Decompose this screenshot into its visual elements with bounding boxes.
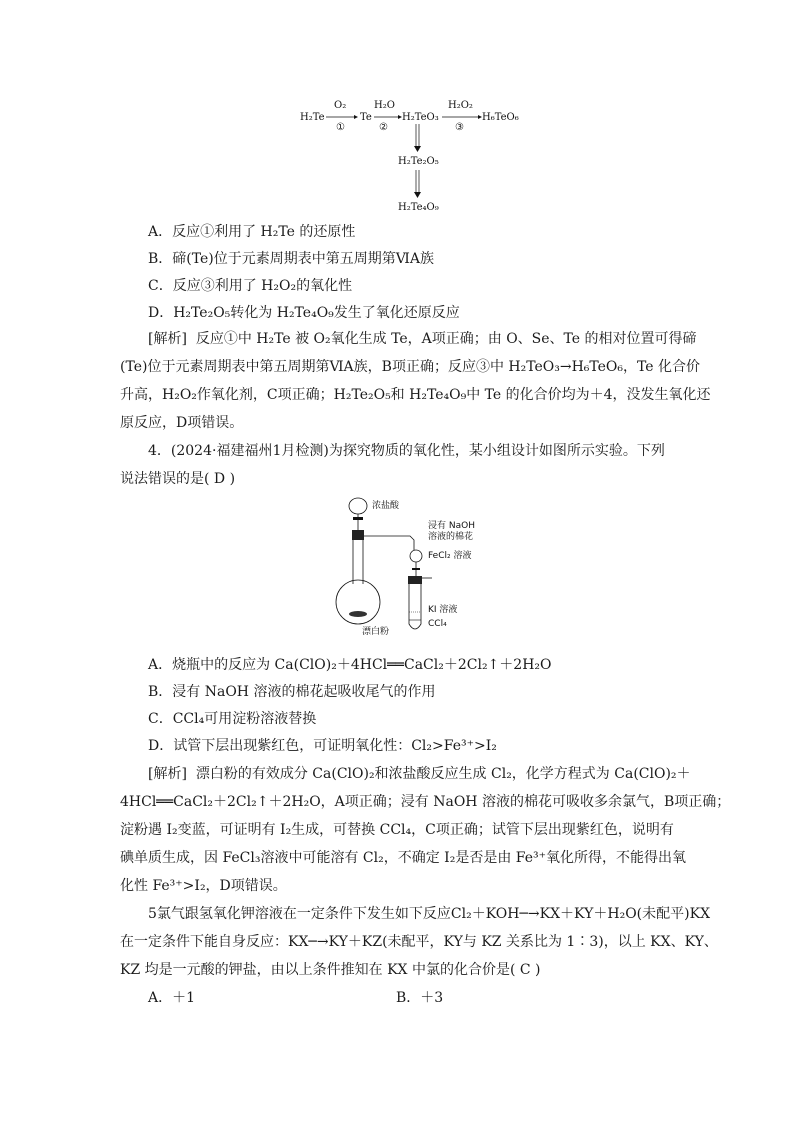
scheme-r3-num: ③ [455, 122, 464, 133]
scheme-p3: H₆TeO₆ [482, 112, 519, 123]
q5-stem-line-3: KZ 均是一元酸的钾盐，由以上条件推知在 KX 中氯的化合价是( C ) [120, 962, 541, 978]
scheme-r2-num: ② [379, 122, 388, 133]
scheme-r1-num: ① [336, 122, 345, 133]
bleach-powder [349, 611, 367, 617]
q4-analysis-text-1: 漂白粉的有效成分 Ca(ClO)₂和浓盐酸反应生成 Cl₂，化学方程式为 Ca(ClO)₂＋ [195, 766, 691, 782]
q3-option-d: D．H₂Te₂O₅转化为 H₂Te₄O₉发生了氧化还原反应 [148, 305, 460, 321]
q3-option-b: B．碲(Te)位于元素周期表中第五周期第ⅥA族 [148, 251, 434, 267]
q3-option-a: A．反应①利用了 H₂Te 的还原性 [148, 224, 356, 240]
arrow-1-head [354, 115, 358, 119]
label-bleach: 漂白粉 [362, 627, 390, 637]
scheme-p2: H₂TeO₃ [402, 112, 439, 123]
q4-analysis-line-3: 淀粉遇 I₂变蓝，可证明有 I₂生成，可替换 CCl₄，C项正确；试管下层出现紫红色，说明有 [120, 822, 674, 838]
apparatus-diagram [320, 494, 480, 638]
label-naoh-2: 溶液的棉花 [428, 532, 474, 542]
label-conc-hcl: 浓盐酸 [372, 501, 400, 511]
down-arrow-2 [414, 192, 421, 198]
q3-analysis-line-2: (Te)位于元素周期表中第五周期第ⅥA族，B项正确；反应③中 H₂TeO₃→H₆TeO₆，Te 化合价 [120, 359, 701, 375]
label-ki: KI 溶液 [428, 605, 458, 615]
delivery-tube [364, 536, 414, 550]
q4-analysis-line-5: 化性 Fe³⁺>I₂，D项错误。 [120, 878, 287, 894]
cotton-funnel-bulb [410, 550, 422, 562]
q4-stem-line-2: 说法错误的是( D ) [120, 471, 236, 487]
round-bottom-flask [336, 580, 380, 624]
scheme-down1: H₂Te₂O₅ [398, 156, 439, 167]
label-naoh-1: 浸有 NaOH [428, 521, 475, 531]
q4-option-c: C．CCl₄可用淀粉溶液替换 [148, 711, 317, 727]
second-stopcock [412, 568, 420, 570]
stopcock [353, 517, 363, 520]
q4-option-b: B．浸有 NaOH 溶液的棉花起吸收尾气的作用 [148, 684, 436, 700]
scheme-r1-reagent: O₂ [334, 100, 347, 111]
label-ccl4: CCl₄ [428, 619, 447, 629]
q3-option-c: C．反应③利用了 H₂O₂的氧化性 [148, 278, 353, 294]
scheme-start: H₂Te [300, 112, 325, 123]
scheme-p1: Te [360, 112, 372, 123]
scheme-r3-reagent: H₂O₂ [448, 100, 473, 111]
q4-analysis-line-1 [148, 764, 691, 784]
q4-stem-line-1: 4．(2024·福建福州1月检测)为探究物质的氧化性，某小组设计如图所示实验。下列 [148, 443, 665, 459]
scheme-r2-reagent: H₂O [374, 100, 395, 111]
flask-stopper [352, 530, 364, 540]
tube-stopper [408, 576, 422, 584]
q4-analysis-label: [解析] [148, 766, 187, 782]
q5-option-a: A．＋1 [148, 990, 196, 1006]
q3-analysis-line-3: 升高，H₂O₂作氧化剂，C项正确；H₂Te₂O₅和 H₂Te₄O₉中 Te 的化合价均为＋4，没发生氧化还 [120, 387, 711, 403]
scheme-down2: H₂Te₄O₉ [398, 202, 439, 212]
q5-option-b: B．＋3 [396, 990, 444, 1006]
q4-analysis-line-2: 4HCl══CaCl₂＋2Cl₂↑＋2H₂O，A项正确；浸有 NaOH 溶液的棉花可吸收多余氯气，B项正确； [120, 794, 731, 810]
q3-analysis-line-1 [148, 329, 697, 349]
test-tube [409, 584, 421, 629]
q5-stem-line-2: 在一定条件下能自身反应：KX─→KY＋KZ(未配平，KY与 KZ 关系比为 1∶3)，以上 KX、KY、 [120, 934, 718, 950]
q3-analysis-label: [解析] [148, 331, 187, 347]
down-arrow-1 [414, 146, 421, 152]
label-fecl2: FeCl₂ 溶液 [428, 551, 472, 561]
q3-analysis-line-4: 原反应，D项错误。 [120, 415, 244, 431]
tellurium-reaction-scheme [290, 92, 540, 212]
q3-analysis-text-1: 反应①中 H₂Te 被 O₂氧化生成 Te，A项正确；由 O、Se、Te 的相对位置可得碲 [195, 331, 697, 347]
q4-option-a: A．烧瓶中的反应为 Ca(ClO)₂＋4HCl══CaCl₂＋2Cl₂↑＋2H₂O [148, 657, 552, 673]
funnel-bulb [349, 498, 367, 514]
q4-analysis-line-4: 碘单质生成，因 FeCl₃溶液中可能溶有 Cl₂，不确定 I₂是否是由 Fe³⁺氧化所得，不能得出氧 [120, 850, 687, 866]
q5-stem-line-1: 5氯气跟氢氧化钾溶液在一定条件下发生如下反应Cl₂＋KOH─→KX＋KY＋H₂O(未配平)KX [148, 906, 711, 922]
q4-option-d: D．试管下层出现紫红色，可证明氧化性：Cl₂>Fe³⁺>I₂ [148, 738, 497, 754]
